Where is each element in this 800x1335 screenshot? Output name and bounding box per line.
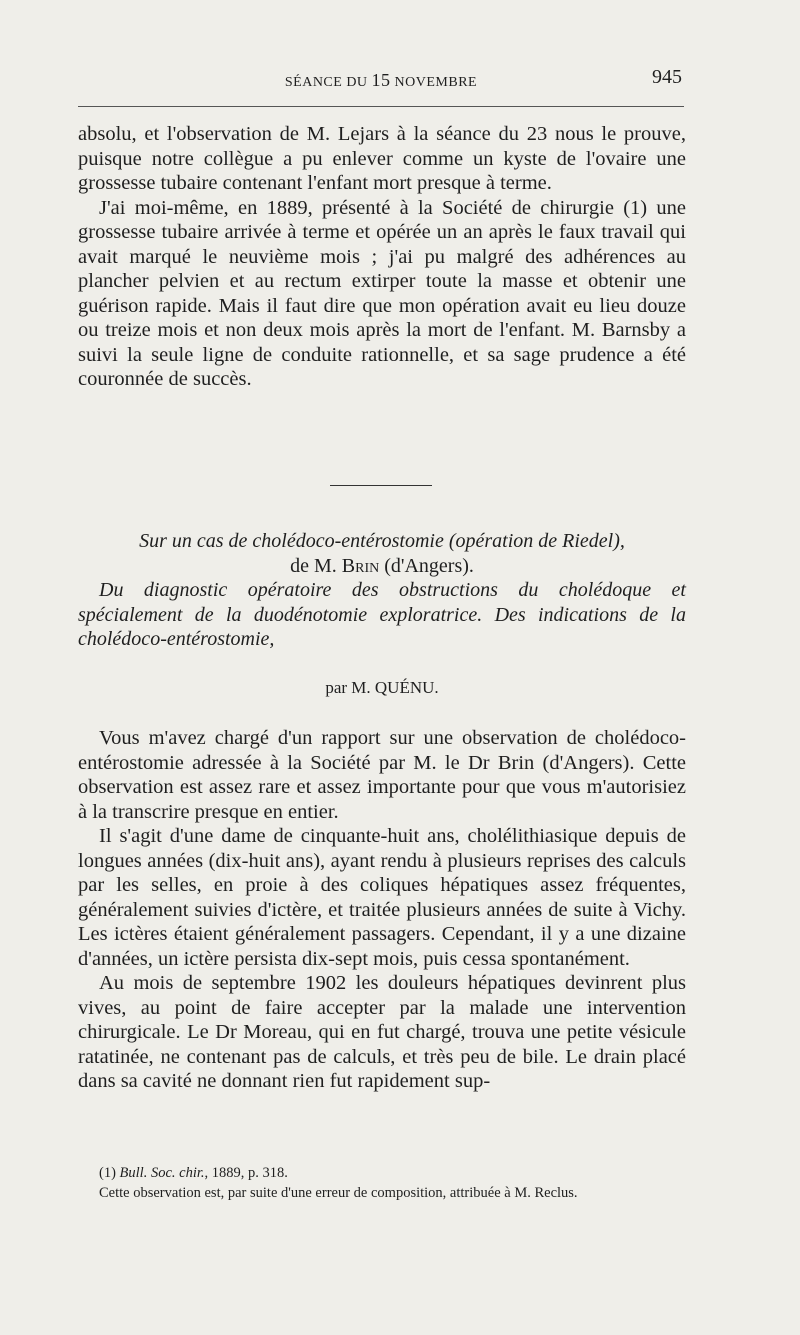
footnote-source: Bull. Soc. chir.	[119, 1165, 205, 1181]
author-name: Brin	[341, 554, 380, 577]
footnote-1: (1) Bull. Soc. chir., 1889, p. 318.	[99, 1165, 288, 1181]
section-author: de M. Brin (d'Angers).	[290, 554, 474, 577]
paragraph: Au mois de septembre 1902 les douleurs hépatiques devinrent plus vives, au point de faire accepter par la malade une intervention chirurgicale. Le Dr Moreau, qui en fut chargé, trouva une petite vésicule ratatinée, ne contenant pas de calculs, et très peu de bile. Le drain placé dans sa cavité ne donnant rien fut rapidement sup-	[78, 972, 686, 1092]
paragraph: absolu, et l'observation de M. Lejars à la séance du 23 nous le prouve, puisque notre collègue a pu enlever comme un kyste de l'ovaire une grossesse tubaire contenant l'enfant mort presque à terme.	[78, 123, 686, 194]
section-heading	[78, 529, 686, 652]
paragraph: Il s'agit d'une dame de cinquante-huit ans, cholélithiasique depuis de longues années (dix-huit ans), ayant rendu à plusieurs reprises des calculs par les selles, en proie à des coliques hépatiques assez fréquentes, généralement suivies d'ictère, et traitée plusieurs années de suite à Vichy. Les ictères étaient généralement passagers. Cependant, il y a une dizaine d'années, un ictère persista dix-sept mois, puis cessa spontanément.	[78, 825, 686, 970]
section-subtitle: Du diagnostic opératoire des obstructions du cholédoque et spécialement de la duodénotomie exploratrice. Des indications de la cholédoco-entérostomie,	[78, 579, 686, 650]
footnotes	[78, 1163, 686, 1203]
running-title	[78, 70, 684, 91]
footnote-2: Cette observation est, par suite d'une erreur de composition, attribuée à M. Reclus.	[99, 1185, 578, 1201]
paragraph: Vous m'avez chargé d'un rapport sur une observation de cholédoco-entérostomie adressée à la Société par M. le Dr Brin (d'Angers). Cette observation est assez rare et assez importante pour que vous m'autorisiez à la transcrire presque en entier.	[78, 727, 686, 823]
running-title-suffix: NOVEMBRE	[390, 75, 478, 90]
report-text	[78, 726, 686, 1094]
page-number: 945	[652, 66, 682, 88]
byline: par M. QUÉNU.	[325, 678, 439, 697]
running-title-prefix: SÉANCE DU	[284, 75, 372, 90]
paragraph: J'ai moi-même, en 1889, présenté à la Société de chirurgie (1) une grossesse tubaire arrivée à terme et opérée un an après le faux travail qui avait marqué le neuvième mois ; j'ai pu malgré des adhérences au plancher pelvien et au rectum extirper toute la masse et obtenir une guérison rapide. Mais il faut dire que mon opération avait eu lieu douze ou treize mois et non deux mois après la mort de l'enfant. M. Barnsby a suivi la seule ligne de conduite rationnelle, et sa sage prudence a été couronnée de succès.	[78, 196, 686, 390]
page-header	[78, 66, 684, 90]
section-divider	[330, 485, 432, 486]
continued-text	[78, 122, 686, 392]
header-rule	[78, 106, 684, 107]
section-title: Sur un cas de cholédoco-entérostomie (opération de Riedel),	[139, 530, 625, 552]
running-title-day: 15	[371, 70, 391, 90]
